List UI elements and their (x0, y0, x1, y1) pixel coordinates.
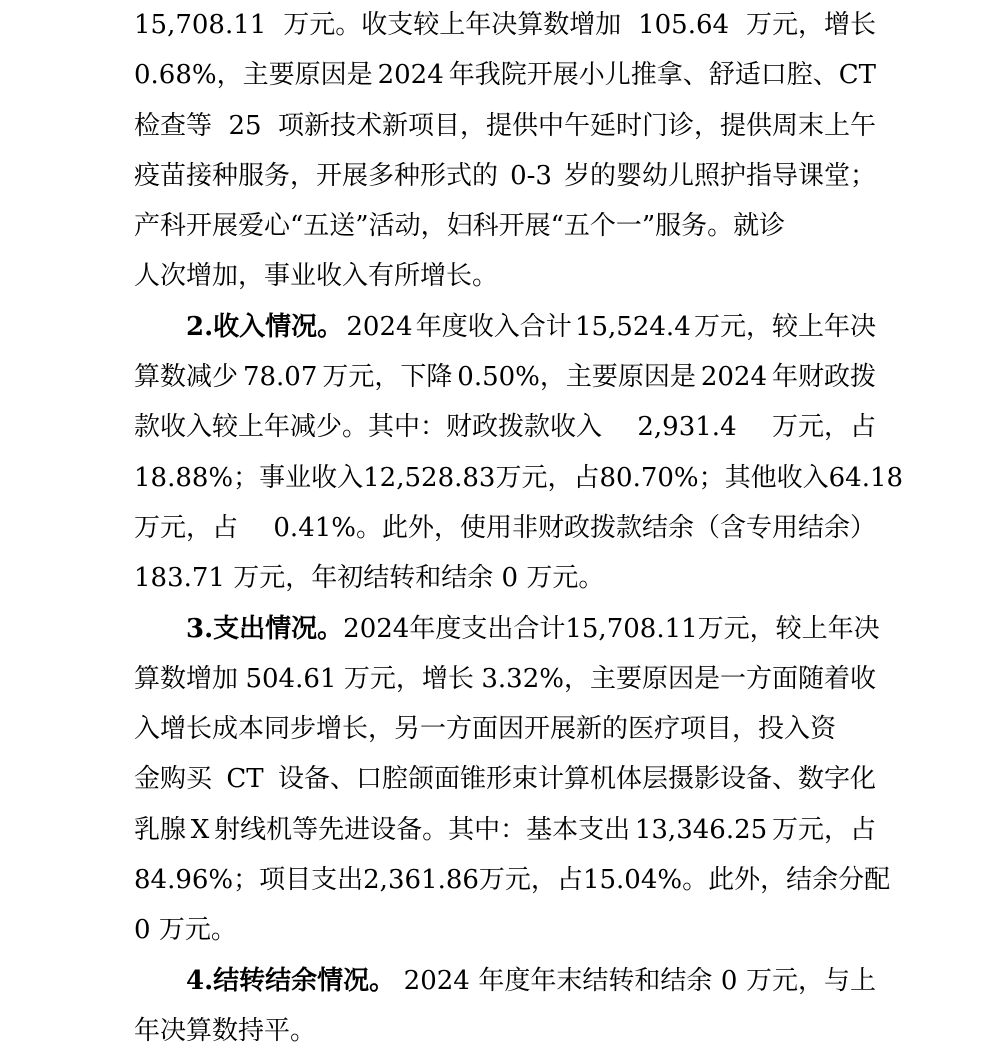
text-line (134, 251, 876, 301)
text-segment: 15.04%。此外，结余分配 (582, 865, 891, 896)
text-segment: 0 (134, 915, 151, 946)
text-segment: 年财政拨 (771, 362, 876, 393)
text-segment: 岁的婴幼儿照护指导课堂； (563, 160, 876, 191)
text-segment: 2024 (377, 60, 444, 91)
text-segment: 万元，占 (771, 814, 876, 845)
text-segment: 年我院开展小儿推拿、舒适口腔、CT (448, 60, 876, 91)
text-segment: 0.50%，主要原因是 (457, 362, 696, 393)
text-segment: 万元，与上 (745, 965, 876, 996)
text-segment: 年度年末结转和结余 (478, 965, 713, 996)
document-page (134, 0, 904, 1056)
text-line (134, 1006, 876, 1056)
text-segment: 13,346.25 (634, 814, 768, 845)
text-segment: 万元，占 (478, 865, 583, 896)
text-segment: 人次增加，事业收入有所增长。 (134, 261, 499, 292)
text-segment: X (190, 814, 210, 845)
text-line (134, 0, 876, 50)
text-segment: 金购买 (134, 764, 213, 795)
text-line (134, 50, 876, 100)
text-segment: CT (226, 764, 264, 795)
text-segment: 2,361.86 (363, 865, 479, 896)
text-segment: 15,708.11 (134, 10, 267, 40)
text-line (134, 905, 876, 955)
text-segment: 2024 (343, 613, 410, 644)
text-line (134, 604, 880, 654)
text-segment: 万元。 (526, 563, 605, 594)
text-segment: 78.07 (242, 362, 318, 393)
text-segment: 3.32%，主要原因是一方面随着收 (481, 663, 876, 694)
text-line (134, 101, 876, 151)
section-heading: 4.结转结余情况。 (186, 965, 396, 996)
text-line (134, 704, 876, 754)
text-segment: 2024 (700, 362, 767, 393)
text-line (134, 805, 876, 855)
section-heading: 2.收入情况。 (186, 311, 344, 342)
text-segment: 万元，占 (134, 512, 239, 543)
text-segment: 款收入较上年减少。其中：财政拨款收入 (134, 412, 603, 443)
text-line (134, 302, 876, 352)
text-line (134, 553, 876, 603)
text-segment: 80.70%；其他收入 (599, 462, 829, 493)
paragraph-revenue-expense-summary (134, 0, 876, 302)
text-segment: 年度收入合计 (415, 311, 572, 342)
text-line (134, 453, 904, 503)
text-segment: 年决算数持平。 (134, 1015, 317, 1046)
text-line (134, 855, 891, 905)
text-segment: 项新技术新项目，提供中午延时门诊，提供周末上午 (277, 110, 876, 141)
text-segment: 万元，占 (771, 412, 876, 443)
text-segment: 设备、口腔颌面锥形束计算机体层摄影设备、数字化 (277, 764, 876, 795)
text-segment: 0 (501, 563, 519, 594)
text-line (134, 402, 876, 452)
text-segment: 183.71 (134, 563, 225, 594)
paragraph-income (134, 302, 904, 604)
section-heading: 3.支出情况。 (186, 613, 344, 644)
text-segment: 64.18 (828, 462, 904, 493)
text-segment: 504.61 (245, 663, 337, 694)
text-segment: 万元。 (158, 915, 237, 946)
text-segment: 射线机等先进设备。其中：基本支出 (214, 814, 631, 845)
text-line (134, 352, 876, 402)
text-segment: 入增长成本同步增长，另一方面因开展新的医疗项目，投入资 (134, 714, 837, 745)
text-line (134, 503, 876, 553)
text-segment: 万元，增长 (343, 663, 474, 694)
text-segment: 2024 (346, 311, 413, 342)
text-segment: 年度支出合计 (409, 613, 566, 644)
text-segment: 乳腺 (134, 814, 187, 845)
paragraph-carryover-balance (134, 956, 876, 1056)
text-segment: 0 (720, 965, 738, 996)
text-segment: 0.68%，主要原因是 (134, 60, 373, 91)
text-segment: 15,524.4 (574, 311, 691, 342)
text-segment: 105.64 (638, 10, 730, 40)
text-segment: 万元，增长 (745, 10, 876, 40)
text-segment: 25 (228, 110, 262, 141)
text-segment: 2024 (403, 965, 470, 996)
text-segment: 万元，下降 (322, 362, 453, 393)
text-segment: 万元，较上年决 (697, 613, 880, 644)
text-segment: 疫苗接种服务，开展多种形式的 (134, 160, 499, 191)
text-segment: 万元，较上年决 (693, 311, 876, 342)
text-segment: 12,528.83 (363, 462, 496, 493)
text-segment: 15,708.11 (565, 613, 698, 644)
text-segment: 84.96%；项目支出 (134, 865, 364, 896)
text-segment: 万元，占 (495, 462, 600, 493)
paragraph-expenditure (134, 604, 891, 956)
text-segment: 算数减少 (134, 362, 239, 393)
text-segment: 0-3 (510, 160, 552, 191)
text-segment: 2,931.4 (637, 412, 737, 443)
text-segment: 算数增加 (134, 663, 239, 694)
text-line (134, 654, 876, 704)
text-line (134, 201, 876, 251)
text-segment: 18.88%；事业收入 (134, 462, 364, 493)
text-segment: 0.41%。此外，使用非财政拨款结余（含专用结余） (273, 512, 876, 543)
text-segment: 万元，年初结转和结余 (233, 563, 494, 594)
text-segment: 产科开展爱心“五送”活动，妇科开展“五个一”服务。就诊 (134, 211, 786, 242)
text-segment: 万元。收支较上年决算数增加 (283, 10, 622, 40)
text-line (134, 151, 876, 201)
text-segment: 检查等 (134, 110, 213, 141)
text-line (134, 956, 876, 1006)
text-line (134, 754, 876, 804)
